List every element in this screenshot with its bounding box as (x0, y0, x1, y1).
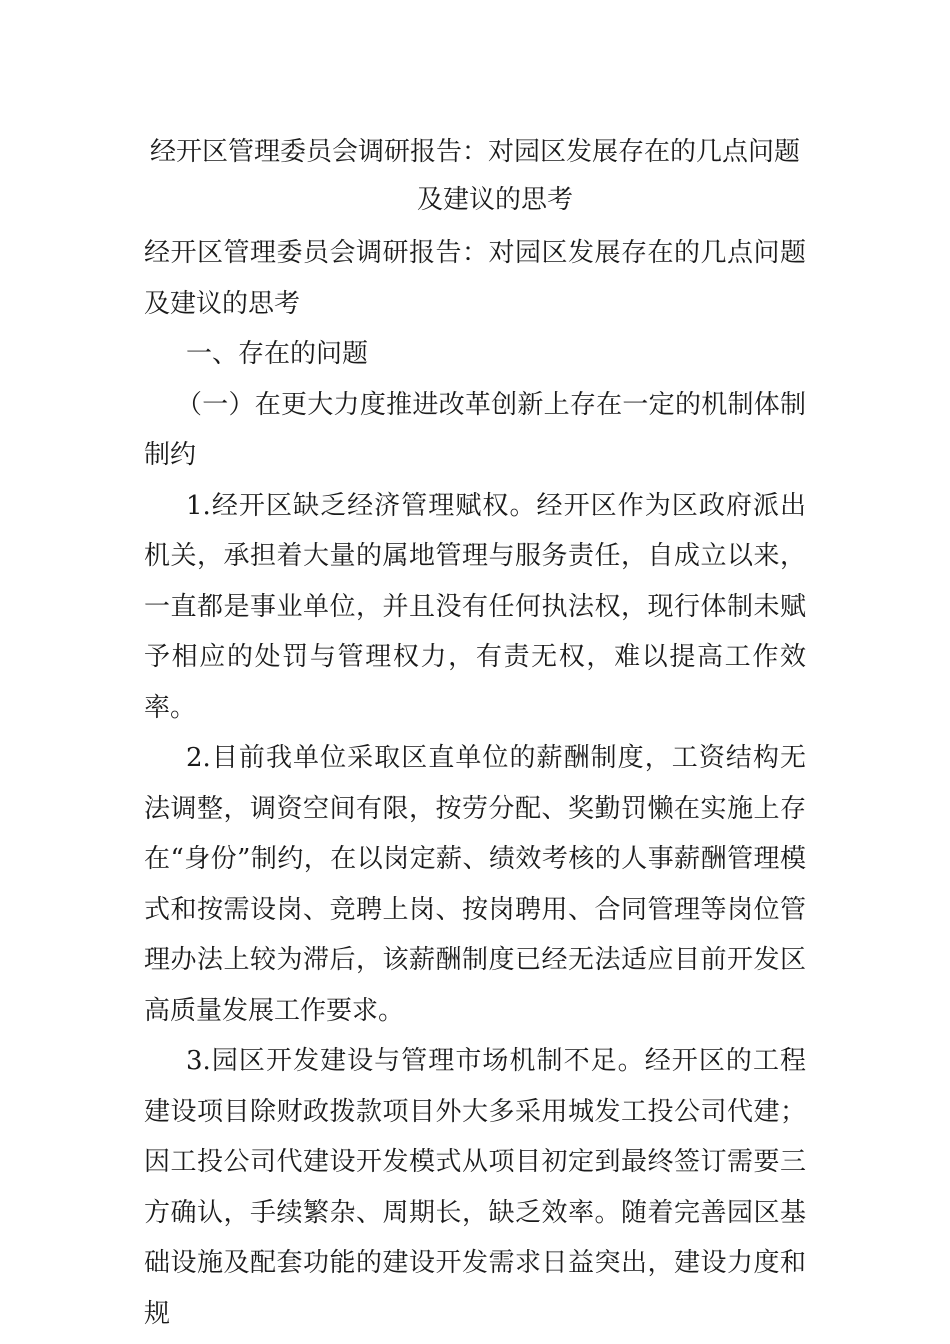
section-heading: 一、存在的问题 (186, 339, 369, 369)
title-line-1: 经开区管理委员会调研报告：对园区发展存在的几点问题 (149, 137, 800, 167)
body-paragraph-3: 3.园区开发建设与管理市场机制不足。经开区的工程建设项目除财政拨款项目外大多采用城发工投公司代建；因工投公司代建设开发模式从项目初定到最终签订需要三方确认，手续繁杂、周期长，缺乏效率。随着完善园区基础设施及配套功能的建设开发需求日益突出，建设力度和规 (144, 1046, 806, 1329)
repeated-title-paragraph: 经开区管理委员会调研报告：对园区发展存在的几点问题及建议的思考 (144, 238, 806, 319)
subsection-heading: （一）在更大力度推进改革创新上存在一定的机制体制制约 (144, 389, 806, 470)
body-paragraph-2: 2.目前我单位采取区直单位的薪酬制度，工资结构无法调整，调资空间有限，按劳分配、奖勤罚懒在实施上存在“身份”制约，在以岗定薪、绩效考核的人事薪酬管理模式和按需设岗、竞聘上岗、按岗聘用、合同管理等岗位管理办法上较为滞后，该薪酬制度已经无法适应目前开发区高质量发展工作要求。 (144, 743, 806, 1026)
document-body (144, 128, 806, 1339)
title-line-2: 及建议的思考 (416, 185, 573, 215)
body-paragraph-1: 1.经开区缺乏经济管理赋权。经开区作为区政府派出机关，承担着大量的属地管理与服务责任，自成立以来，一直都是事业单位，并且没有任何执法权，现行体制未赋予相应的处罚与管理权力，有责无权，难以提高工作效率。 (144, 490, 806, 723)
document-title (144, 128, 806, 224)
